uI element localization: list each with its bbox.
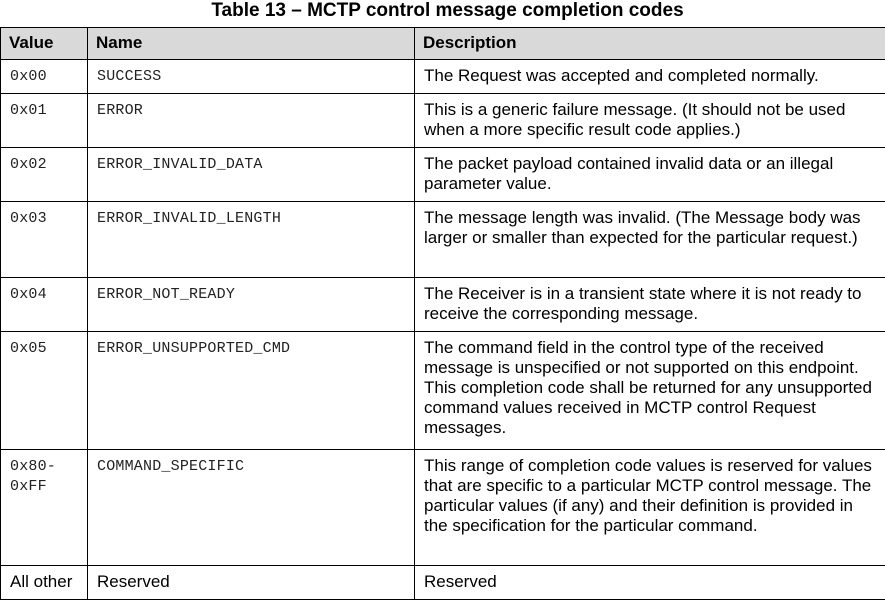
- row-name: ERROR_UNSUPPORTED_CMD: [88, 332, 415, 450]
- table-row: [1, 60, 885, 94]
- row-value-range-end: 0xFF: [10, 478, 47, 495]
- row-name: ERROR_INVALID_DATA: [88, 148, 415, 202]
- row-value: 0x01: [1, 94, 88, 148]
- row-value: All other: [1, 566, 88, 600]
- table-row: [1, 332, 885, 450]
- row-name: ERROR: [88, 94, 415, 148]
- completion-codes-table: [0, 27, 885, 600]
- table-title: Table 13 – MCTP control message completion codes: [211, 0, 684, 21]
- row-description: The packet payload contained invalid data or an illegal parameter value.: [415, 148, 885, 202]
- row-name: ERROR_NOT_READY: [88, 278, 415, 332]
- row-description: The Receiver is in a transient state where it is not ready to receive the corresponding message.: [415, 278, 885, 332]
- row-name: COMMAND_SPECIFIC: [88, 450, 415, 566]
- row-description: The command field in the control type of the received message is unspecified or not supported on this endpoint. This completion code shall be returned for any unsupported command values received in MCTP control Request messages.: [415, 332, 885, 450]
- row-description: Reserved: [415, 566, 885, 600]
- table-row: [1, 566, 885, 600]
- table-row: [1, 450, 885, 566]
- row-value: 0x02: [1, 148, 88, 202]
- row-value-range-start: 0x80-: [10, 458, 57, 475]
- row-value: 0x04: [1, 278, 88, 332]
- row-description: The Request was accepted and completed normally.: [415, 60, 885, 94]
- table-header-row: [1, 28, 885, 60]
- header-value: Value: [1, 28, 88, 60]
- row-name: Reserved: [88, 566, 415, 600]
- row-description: This is a generic failure message. (It should not be used when a more specific result code applies.): [415, 94, 885, 148]
- row-value: 0x03: [1, 202, 88, 278]
- row-name: ERROR_INVALID_LENGTH: [88, 202, 415, 278]
- table-row: [1, 148, 885, 202]
- row-value-range: [1, 450, 88, 566]
- table-row: [1, 94, 885, 148]
- row-description: The message length was invalid. (The Message body was larger or smaller than expected for the particular request.): [415, 202, 885, 278]
- header-name: Name: [88, 28, 415, 60]
- row-description: This range of completion code values is reserved for values that are specific to a particular MCTP control message. The particular values (if any) and their definition is provided in the specification for the particular command.: [415, 450, 885, 566]
- row-name: SUCCESS: [88, 60, 415, 94]
- row-value: 0x05: [1, 332, 88, 450]
- table-row: [1, 202, 885, 278]
- row-value: 0x00: [1, 60, 88, 94]
- table-row: [1, 278, 885, 332]
- header-description: Description: [415, 28, 885, 60]
